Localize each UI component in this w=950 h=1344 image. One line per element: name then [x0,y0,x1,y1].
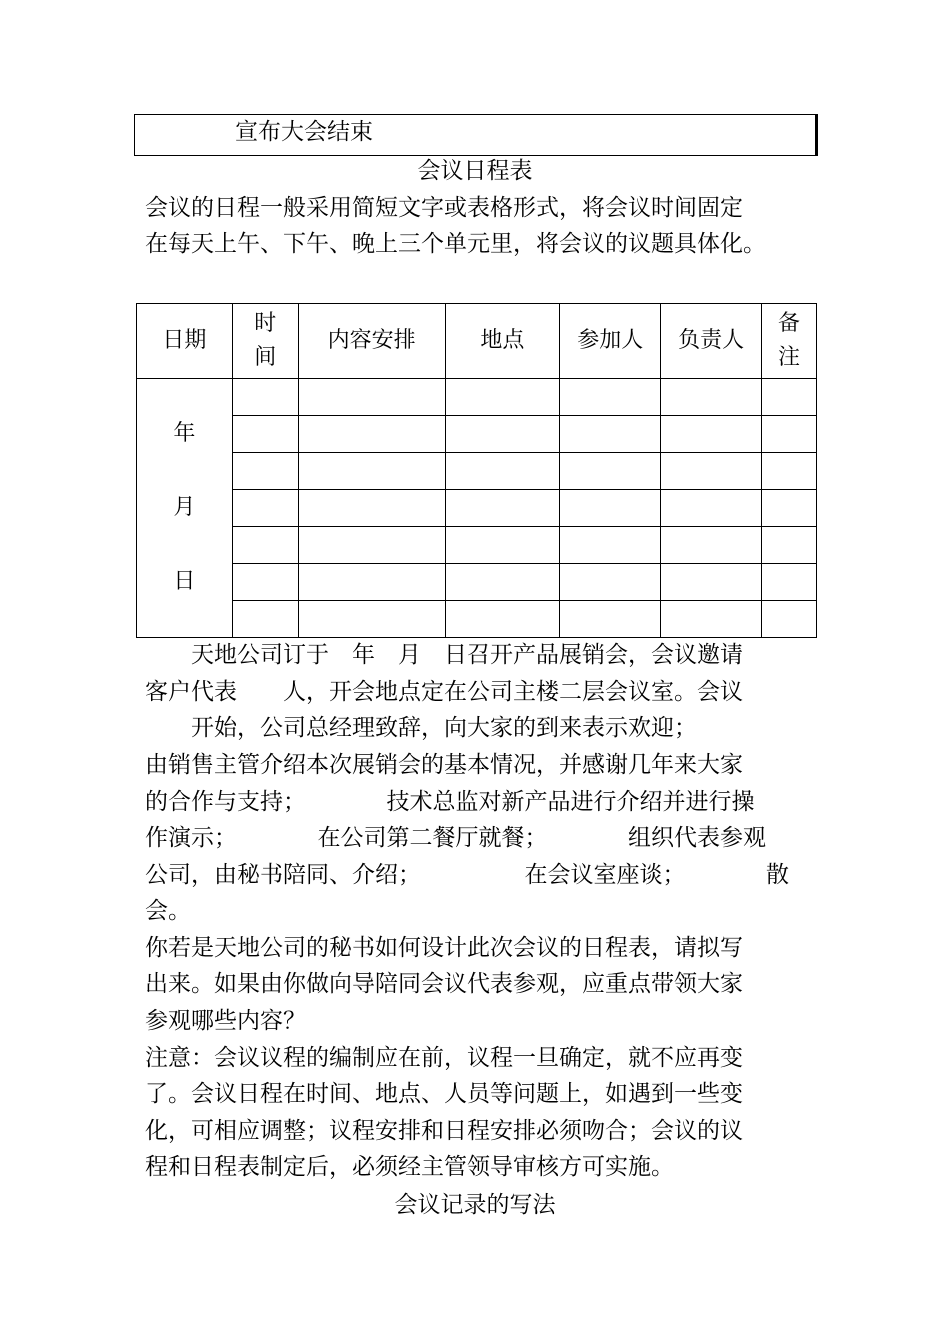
case-line-6: 作演示； 在公司第二餐厅就餐； 组织代表参观 [145,825,766,851]
date-year: 年 [173,421,196,446]
header-participants: 参加人 [560,304,661,379]
case-line-8: 会。 [145,898,191,924]
table-row [137,416,817,453]
note-line-3: 化，可相应调整；议程安排和日程安排必须吻合；会议的议 [145,1118,743,1144]
header-time-text: 时 间 [254,311,277,370]
note-line-2: 了。会议日程在时间、地点、人员等问题上，如遇到一些变 [145,1081,743,1107]
header-time [232,304,298,379]
table-row [137,564,817,601]
table-row [137,379,817,416]
section-title-schedule: 会议日程表 [417,158,533,184]
header-person-in-charge: 负责人 [661,304,762,379]
intro-line-1: 会议的日程一般采用简短文字或表格形式，将会议时间固定 [145,195,743,221]
date-day: 日 [173,569,196,594]
case-line-3: 开始，公司总经理致辞，向大家的到来表示欢迎； [145,715,697,741]
header-date: 日期 [137,304,233,379]
question-line-3: 参观哪些内容？ [145,1008,306,1034]
date-month: 月 [173,495,196,520]
header-location: 地点 [445,304,560,379]
header-remarks-text: 备 注 [778,311,801,370]
section-title-minutes: 会议记录的写法 [394,1192,556,1218]
header-content: 内容安排 [298,304,445,379]
table-row [137,490,817,527]
date-cell [137,379,233,638]
intro-line-2: 在每天上午、下午、晚上三个单元里，将会议的议题具体化。 [145,231,766,257]
note-line-1: 注意：会议议程的编制应在前，议程一旦确定，就不应再变 [145,1045,743,1071]
case-line-4: 由销售主管介绍本次展销会的基本情况，并感谢几年来大家 [145,752,743,778]
schedule-table [136,303,817,638]
table-row [137,527,817,564]
header-remarks [762,304,817,379]
closing-item-box [134,114,818,156]
table-row [137,453,817,490]
case-line-1: 天地公司订于 年 月 日召开产品展销会，会议邀请 [145,642,743,668]
table-header-row [137,304,817,379]
table-row [137,601,817,638]
question-line-2: 出来。如果由你做向导陪同会议代表参观，应重点带领大家 [145,971,743,997]
case-line-5: 的合作与支持； 技术总监对新产品进行介绍并进行操 [145,789,755,815]
question-line-1: 你若是天地公司的秘书如何设计此次会议的日程表，请拟写 [145,935,743,961]
note-line-4: 程和日程表制定后，必须经主管领导审核方可实施。 [145,1154,674,1180]
closing-item-text: 宣布大会结束 [235,119,373,145]
case-line-7: 公司，由秘书陪同、介绍； 在会议室座谈； 散 [145,862,789,888]
case-line-2: 客户代表 人，开会地点定在公司主楼二层会议室。会议 [145,679,743,705]
